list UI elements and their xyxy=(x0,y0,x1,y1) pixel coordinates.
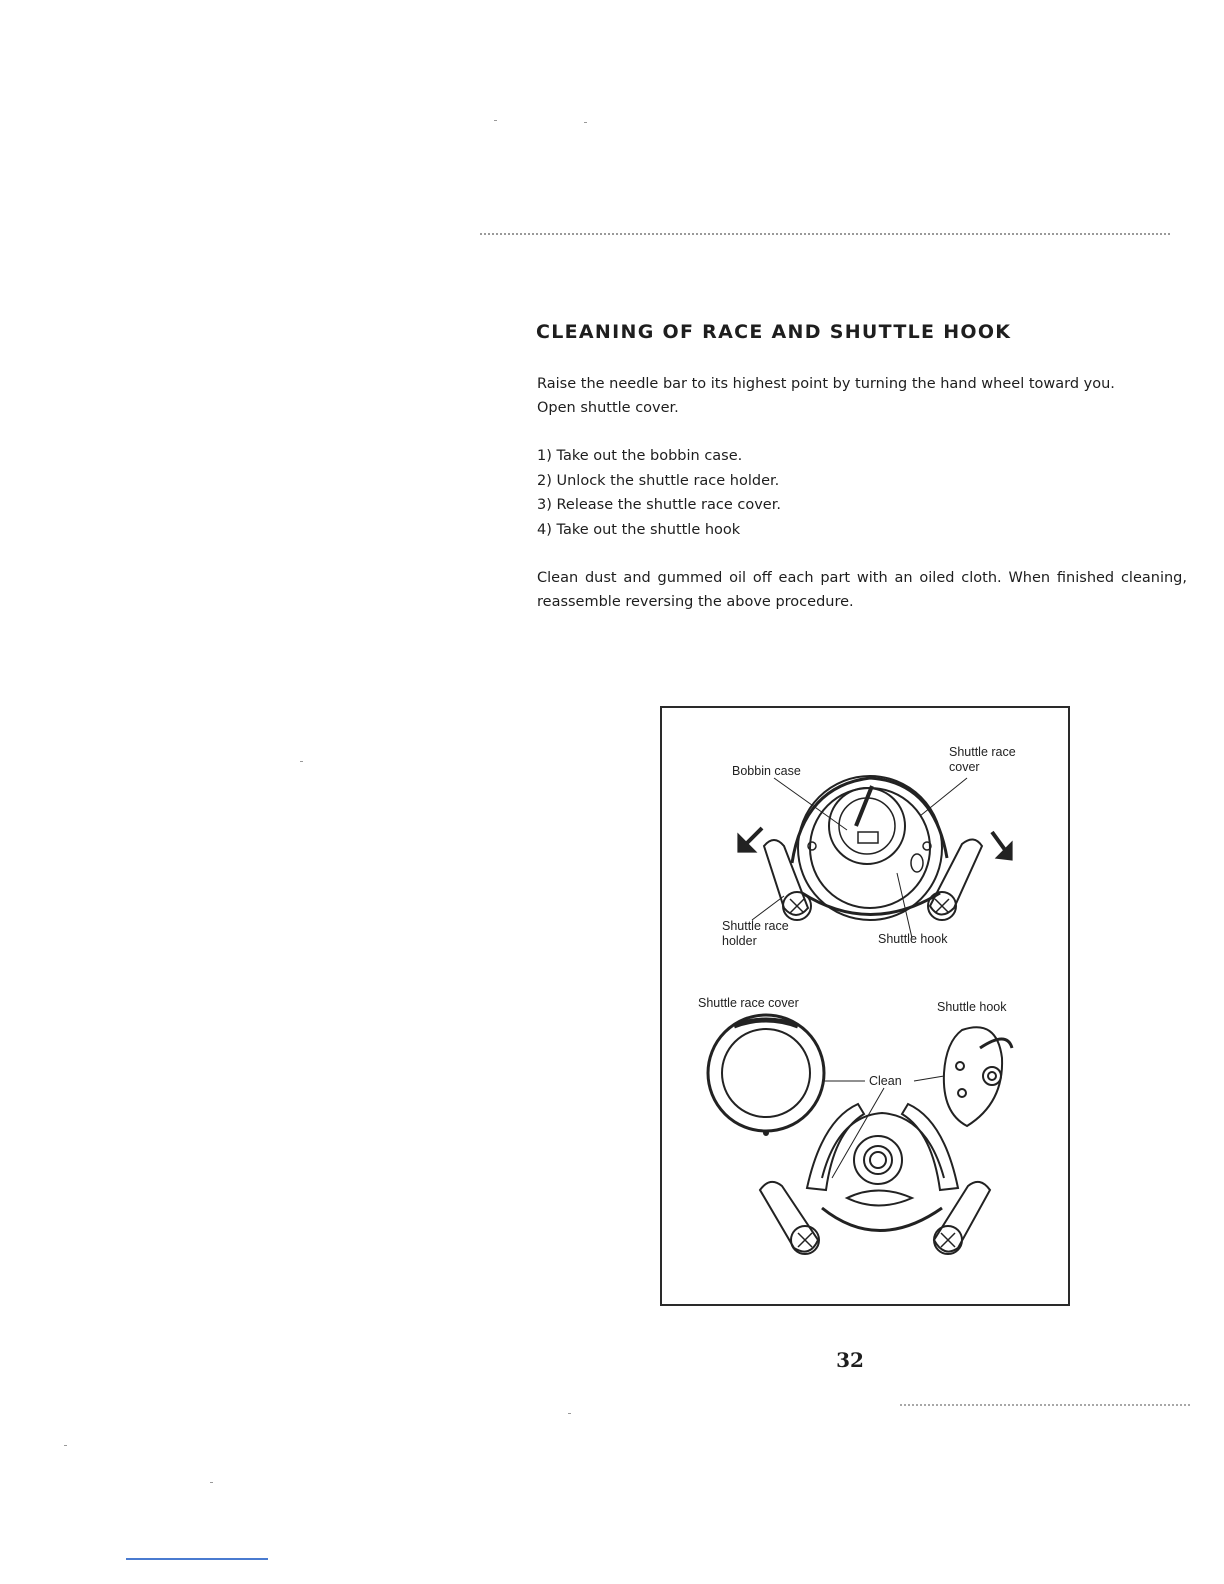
shuttle-hook-illustration xyxy=(944,1027,1012,1126)
page-number: 32 xyxy=(836,1348,864,1372)
top-dotted-rule xyxy=(480,233,1170,235)
steps-list xyxy=(537,444,781,542)
scan-speck xyxy=(568,1413,571,1414)
intro-line-2: Open shuttle cover. xyxy=(537,400,679,416)
figure-frame xyxy=(660,706,1070,1306)
label-shuttle-hook-bottom: Shuttle hook xyxy=(937,1000,1007,1014)
label-race-holder-line2: holder xyxy=(722,934,757,948)
step-item: 2) Unlock the shuttle race holder. xyxy=(537,472,780,489)
scan-speck xyxy=(210,1482,213,1483)
intro-paragraph xyxy=(537,372,1187,420)
step-item: 3) Release the shuttle race cover. xyxy=(537,497,781,513)
label-race-cover-top-line1: Shuttle race xyxy=(949,745,1016,759)
scan-speck xyxy=(584,122,587,123)
label-shuttle-hook-top: Shuttle hook xyxy=(878,932,948,946)
arrow-icons xyxy=(738,828,1012,860)
label-race-holder-line1: Shuttle race xyxy=(722,919,789,933)
section-title: CLEANING OF RACE AND SHUTTLE HOOK xyxy=(536,321,1012,343)
race-assembly-top-illustration xyxy=(764,776,982,920)
label-race-cover-top-line2: cover xyxy=(949,760,980,774)
scan-speck xyxy=(494,120,497,121)
closing-paragraph: Clean dust and gummed oil off each part with an oiled cloth. When finished cleaning, reassemble reversing the above procedure. xyxy=(537,570,1187,610)
race-base-illustration xyxy=(760,1104,990,1254)
bottom-dotted-rule xyxy=(900,1404,1190,1406)
step-item: 1) Take out the bobbin case. xyxy=(537,448,743,464)
label-race-cover-bottom: Shuttle race cover xyxy=(698,996,799,1010)
race-cover-illustration xyxy=(708,1015,824,1135)
intro-line-1: Raise the needle bar to its highest point by turning the hand wheel toward you. xyxy=(537,376,1115,392)
scan-speck xyxy=(64,1445,67,1446)
label-bobbin-case: Bobbin case xyxy=(732,764,801,778)
scan-speck xyxy=(300,761,303,762)
label-clean: Clean xyxy=(869,1074,902,1088)
bottom-left-blue-rule xyxy=(126,1558,268,1560)
step-item: 4) Take out the shuttle hook xyxy=(537,521,741,538)
